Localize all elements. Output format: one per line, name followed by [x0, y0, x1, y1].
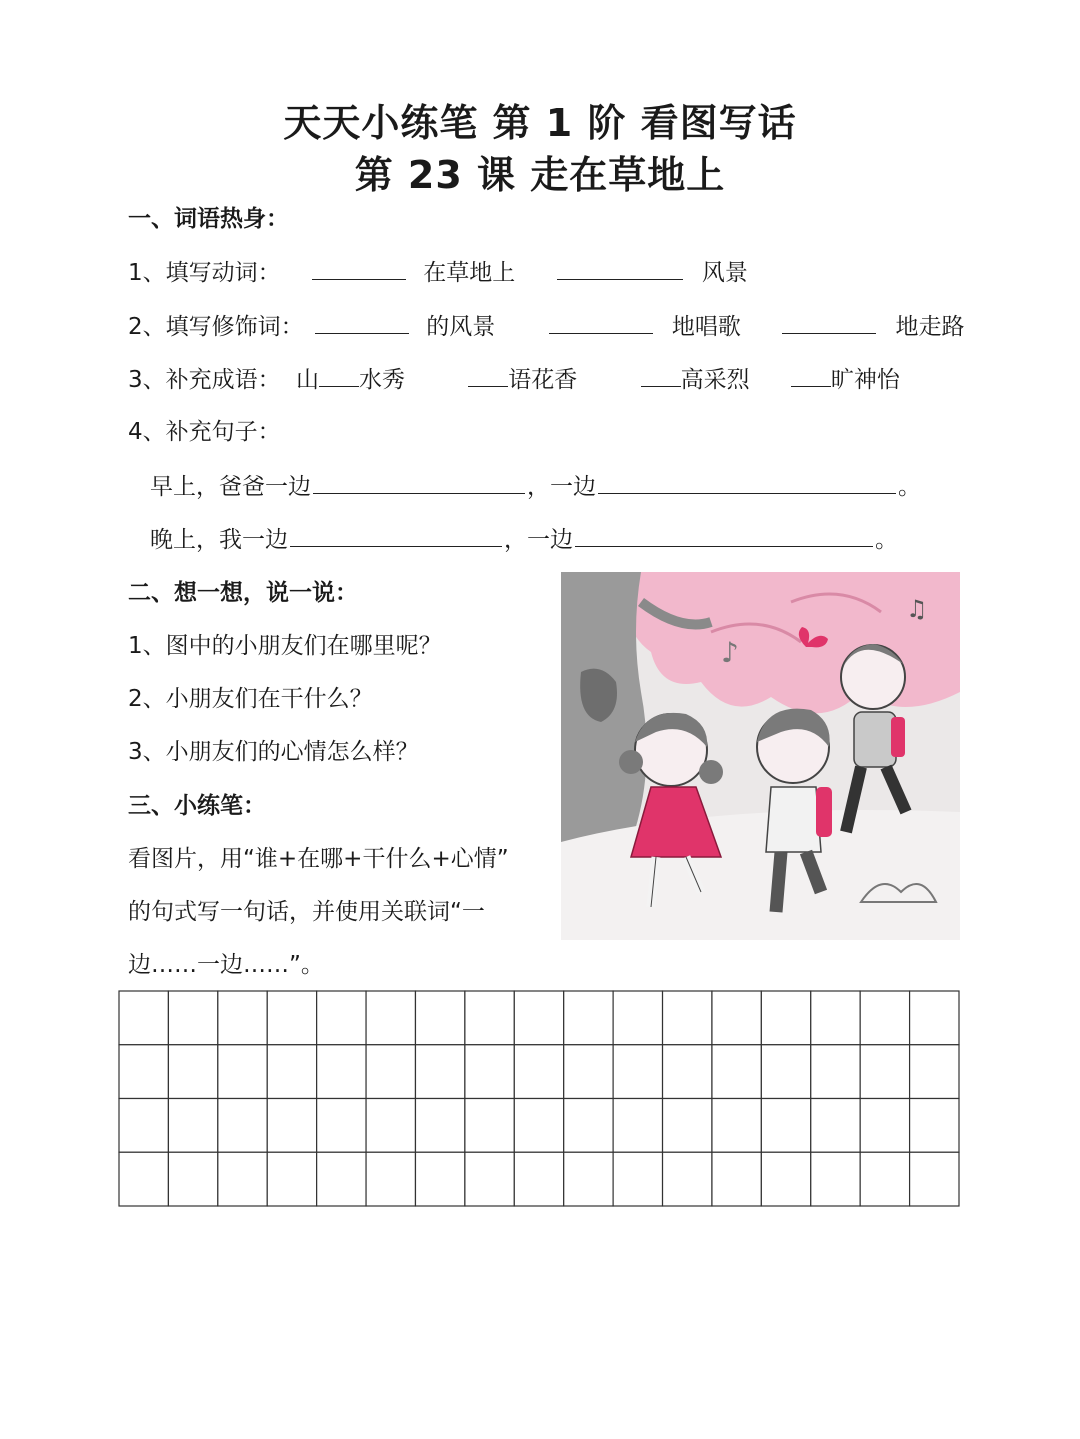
q2-word-2: 地唱歌 — [671, 314, 741, 340]
q3-idioms — [128, 364, 900, 395]
q4-s2-end: 。 — [875, 527, 898, 553]
svg-text:♪: ♪ — [721, 636, 739, 669]
q3-idiom1-end: 水秀 — [358, 367, 405, 393]
q4-sentence-1 — [150, 471, 921, 502]
grid-cell[interactable] — [712, 1045, 761, 1099]
q1-word-1: 在草地上 — [423, 260, 516, 286]
grid-cell[interactable] — [712, 991, 761, 1045]
section3-heading: 三、小练笔： — [128, 793, 266, 819]
grid-cell[interactable] — [267, 1045, 316, 1099]
q2-blank-3[interactable] — [782, 311, 876, 334]
grid-cell[interactable] — [761, 991, 810, 1045]
grid-cell[interactable] — [663, 1045, 712, 1099]
grid-cell[interactable] — [119, 1099, 168, 1153]
q1-verbs — [128, 257, 748, 288]
grid-cell[interactable] — [514, 1099, 563, 1153]
svg-text:♫: ♫ — [906, 595, 928, 623]
q3-blank-4[interactable] — [791, 364, 831, 387]
q1-label: 1、填写动词： — [128, 260, 281, 286]
grid-cell[interactable] — [218, 1099, 267, 1153]
grid-cell[interactable] — [267, 1099, 316, 1153]
grid-cell[interactable] — [317, 991, 366, 1045]
grid-cell[interactable] — [663, 991, 712, 1045]
q2-blank-1[interactable] — [315, 311, 409, 334]
q4-s2-blank-1[interactable] — [290, 524, 502, 547]
grid-cell[interactable] — [267, 991, 316, 1045]
grid-cell[interactable] — [366, 1045, 415, 1099]
q4-s2-start: 晚上，我一边 — [150, 527, 288, 553]
grid-cell[interactable] — [860, 1152, 909, 1206]
q2-word-1: 的风景 — [426, 314, 496, 340]
section1-heading: 一、词语热身： — [128, 206, 289, 232]
grid-cell[interactable] — [613, 1099, 662, 1153]
children-walking-illustration — [561, 572, 960, 940]
grid-cell[interactable] — [811, 1099, 860, 1153]
grid-cell[interactable] — [910, 1099, 959, 1153]
q3-blank-2[interactable] — [468, 364, 508, 387]
section3-instruction-2: 的句式写一句话，并使用关联词“一 — [128, 899, 485, 925]
q3-idiom2: 语花香 — [508, 367, 578, 393]
grid-cell[interactable] — [119, 991, 168, 1045]
grid-cell[interactable] — [119, 1045, 168, 1099]
section2-heading: 二、想一想，说一说： — [128, 580, 358, 606]
q4-s1-blank-1[interactable] — [313, 471, 525, 494]
q1-word-2: 风景 — [701, 260, 748, 286]
q3-idiom3: 高采烈 — [680, 367, 750, 393]
grid-cell[interactable] — [712, 1099, 761, 1153]
section3-instruction-1: 看图片，用“谁+在哪+干什么+心情” — [128, 846, 509, 872]
grid-cell[interactable] — [168, 1045, 217, 1099]
grid-cell[interactable] — [860, 1045, 909, 1099]
section2-q2: 2、小朋友们在干什么？ — [128, 686, 373, 712]
q2-blank-2[interactable] — [549, 311, 653, 334]
grid-cell[interactable] — [860, 991, 909, 1045]
grid-cell[interactable] — [613, 1045, 662, 1099]
q3-idiom1-start: 山 — [295, 367, 319, 393]
q4-s1-start: 早上，爸爸一边 — [150, 474, 311, 500]
grid-cell[interactable] — [317, 1045, 366, 1099]
grid-cell[interactable] — [168, 1152, 217, 1206]
grid-cell[interactable] — [415, 1099, 464, 1153]
grid-cell[interactable] — [811, 991, 860, 1045]
writing-grid[interactable] — [118, 990, 960, 1207]
q2-modifiers — [128, 311, 965, 342]
grid-cell[interactable] — [168, 991, 217, 1045]
grid-cell[interactable] — [564, 1152, 613, 1206]
grid-cell[interactable] — [564, 1045, 613, 1099]
grid-cell[interactable] — [119, 1152, 168, 1206]
q3-idiom4: 旷神怡 — [830, 367, 900, 393]
grid-cell[interactable] — [811, 1045, 860, 1099]
grid-cell[interactable] — [366, 1099, 415, 1153]
grid-cell[interactable] — [761, 1099, 810, 1153]
grid-cell[interactable] — [514, 1045, 563, 1099]
grid-cell[interactable] — [860, 1099, 909, 1153]
grid-cell[interactable] — [415, 991, 464, 1045]
grid-cell[interactable] — [613, 1152, 662, 1206]
grid-cell[interactable] — [564, 991, 613, 1045]
grid-cell[interactable] — [663, 1152, 712, 1206]
section3-instruction-3: 边……一边……”。 — [128, 952, 324, 978]
section2-q1: 1、图中的小朋友们在哪里呢？ — [128, 633, 442, 659]
grid-cell[interactable] — [514, 1152, 563, 1206]
grid-cell[interactable] — [761, 1152, 810, 1206]
grid-cell[interactable] — [910, 1045, 959, 1099]
grid-cell[interactable] — [168, 1099, 217, 1153]
grid-cell[interactable] — [465, 1045, 514, 1099]
grid-cell[interactable] — [811, 1152, 860, 1206]
q4-s2-mid: ，一边 — [504, 527, 573, 553]
q3-blank-3[interactable] — [641, 364, 681, 387]
q4-label: 4、补充句子： — [128, 419, 281, 445]
grid-cell[interactable] — [910, 1152, 959, 1206]
grid-cell[interactable] — [465, 1152, 514, 1206]
grid-cell[interactable] — [514, 991, 563, 1045]
grid-cell[interactable] — [218, 1045, 267, 1099]
q4-s1-blank-2[interactable] — [598, 471, 896, 494]
q3-blank-1[interactable] — [319, 364, 359, 387]
q4-s2-blank-2[interactable] — [575, 524, 873, 547]
q2-word-3: 地走路 — [895, 314, 965, 340]
grid-cell[interactable] — [465, 1099, 514, 1153]
grid-cell[interactable] — [465, 991, 514, 1045]
grid-cell[interactable] — [613, 991, 662, 1045]
grid-cell[interactable] — [218, 991, 267, 1045]
grid-cell[interactable] — [564, 1099, 613, 1153]
grid-cell[interactable] — [366, 1152, 415, 1206]
grid-cell[interactable] — [415, 1152, 464, 1206]
grid-cell[interactable] — [267, 1152, 316, 1206]
grid-cell[interactable] — [663, 1099, 712, 1153]
q4-s1-mid: ，一边 — [527, 474, 596, 500]
grid-cell[interactable] — [415, 1045, 464, 1099]
grid-cell[interactable] — [317, 1152, 366, 1206]
grid-cell[interactable] — [218, 1152, 267, 1206]
worksheet-title: 天天小练笔 第 1 阶 看图写话 — [283, 101, 797, 145]
q3-label: 3、补充成语： — [128, 367, 281, 393]
q2-label: 2、填写修饰词： — [128, 314, 304, 340]
q4-s1-end: 。 — [898, 474, 921, 500]
grid-cell[interactable] — [317, 1099, 366, 1153]
grid-cell[interactable] — [366, 991, 415, 1045]
grid-cell[interactable] — [712, 1152, 761, 1206]
q1-blank-2[interactable] — [557, 257, 683, 280]
q1-blank-1[interactable] — [312, 257, 406, 280]
lesson-title: 第 23 课 走在草地上 — [354, 153, 726, 197]
section2-q3: 3、小朋友们的心情怎么样？ — [128, 739, 419, 765]
q4-sentence-2 — [150, 524, 898, 555]
grid-cell[interactable] — [761, 1045, 810, 1099]
grid-cell[interactable] — [910, 991, 959, 1045]
